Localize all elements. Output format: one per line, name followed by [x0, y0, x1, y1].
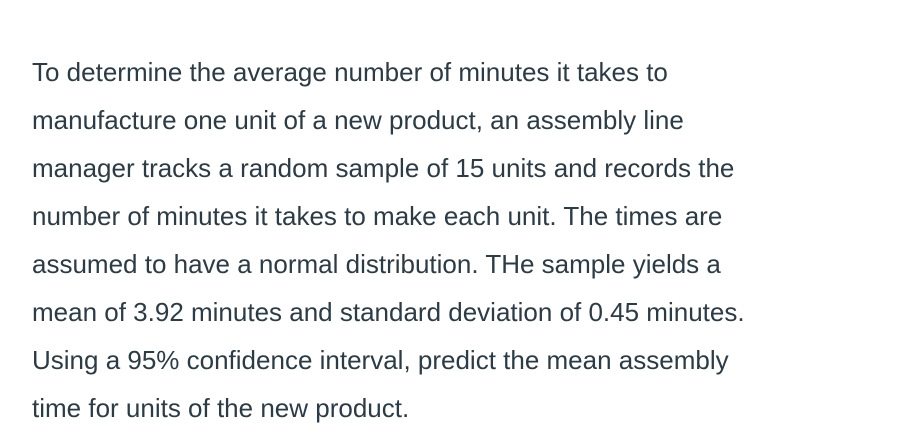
- question-line-4: number of minutes it takes to make each unit. The times are: [32, 201, 723, 231]
- question-line-1: To determine the average number of minutes it takes to: [32, 57, 668, 87]
- question-line-3: manager tracks a random sample of 15 units and records the: [32, 153, 735, 183]
- question-line-6: mean of 3.92 minutes and standard deviation of 0.45 minutes.: [32, 297, 745, 327]
- question-line-7: Using a 95% confidence interval, predict the mean assembly: [32, 345, 729, 375]
- question-line-8: time for units of the new product.: [32, 393, 410, 423]
- question-text: [32, 48, 912, 432]
- question-line-2: manufacture one unit of a new product, an assembly line: [32, 105, 684, 135]
- question-line-5: assumed to have a normal distribution. THe sample yields a: [32, 249, 721, 279]
